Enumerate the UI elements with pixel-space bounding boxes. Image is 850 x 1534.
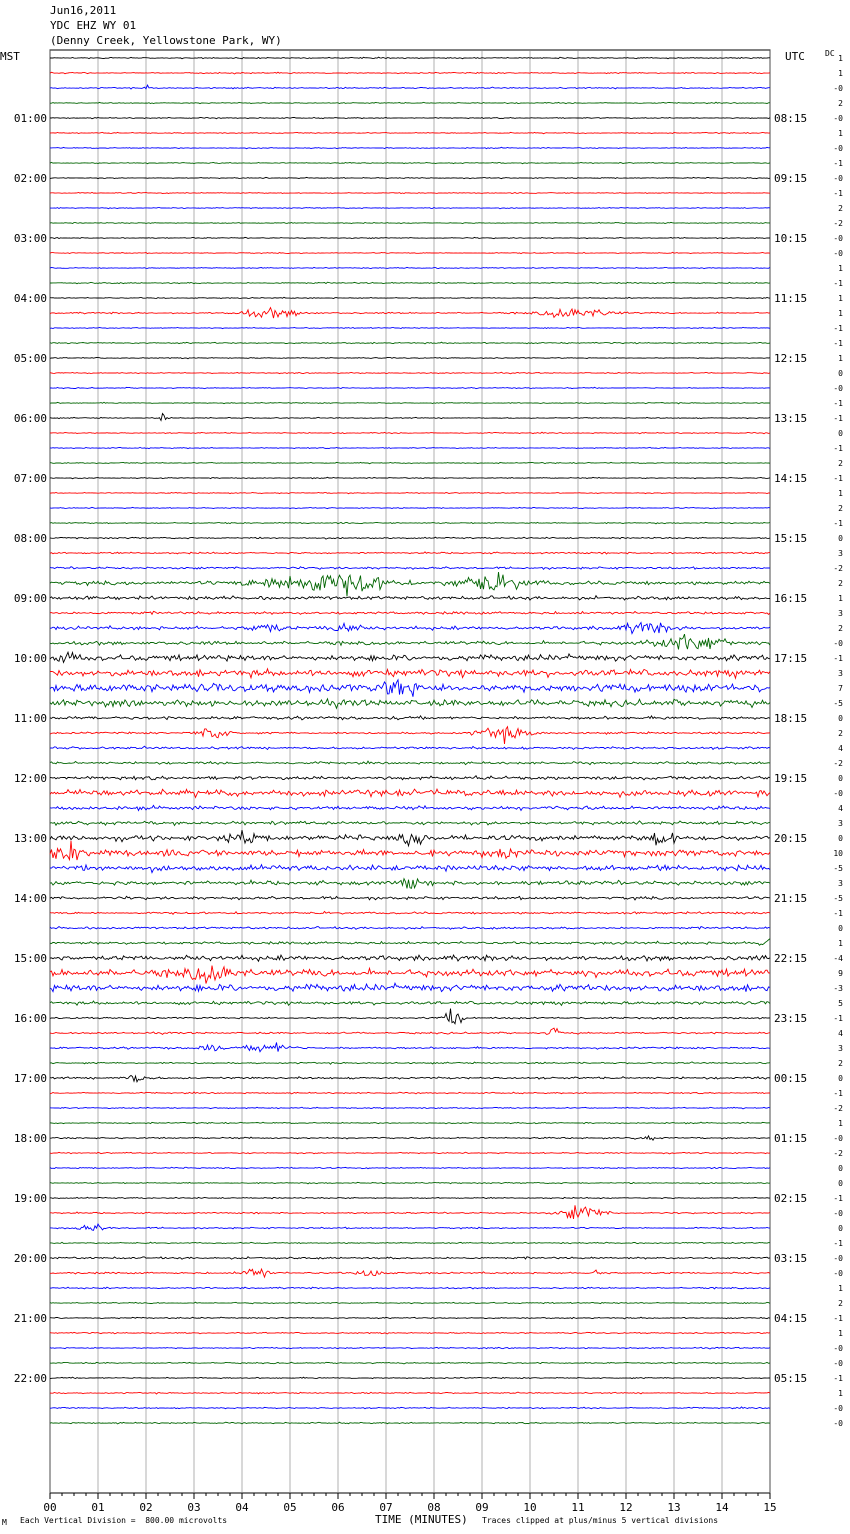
seismic-trace — [50, 966, 770, 984]
dc-offset-value: 4 — [838, 804, 843, 813]
plot-date: Jun16,2011 — [50, 4, 117, 17]
seismic-trace — [50, 1205, 770, 1219]
dc-offset-value: -1 — [833, 339, 843, 348]
seismic-trace — [50, 358, 770, 359]
right-timezone-label: UTC — [785, 50, 805, 63]
dc-offset-value: 4 — [838, 1029, 843, 1038]
seismic-trace — [50, 1107, 770, 1109]
seismic-trace — [50, 414, 770, 421]
dc-offset-value: -1 — [833, 414, 843, 423]
seismic-trace — [50, 1392, 770, 1394]
seismic-trace — [50, 572, 770, 596]
right-hour-label: 16:15 — [774, 592, 808, 605]
x-tick-label: 07 — [379, 1501, 393, 1514]
seismic-trace — [50, 1092, 770, 1094]
left-hour-label: 11:00 — [13, 712, 47, 725]
dc-offset-value: 0 — [838, 1074, 843, 1083]
seismic-trace — [50, 611, 770, 614]
dc-offset-value: 1 — [838, 1389, 843, 1398]
dc-offset-value: 2 — [838, 624, 843, 633]
dc-offset-value: -1 — [833, 189, 843, 198]
seismic-trace — [50, 222, 770, 223]
seismic-trace — [50, 282, 770, 284]
dc-offset-value: 2 — [838, 729, 843, 738]
left-hour-label: 05:00 — [13, 352, 47, 365]
seismic-trace — [50, 1152, 770, 1154]
seismic-trace — [50, 1377, 770, 1379]
seismic-trace — [50, 1332, 770, 1334]
dc-offset-value: -2 — [833, 564, 843, 573]
x-tick-label: 02 — [139, 1501, 153, 1514]
dc-offset-value: 1 — [838, 354, 843, 363]
seismic-trace — [50, 623, 770, 634]
seismic-trace — [50, 680, 770, 697]
dc-offset-value: -0 — [833, 1209, 843, 1218]
dc-offset-value: 2 — [838, 459, 843, 468]
dc-offset-value: -1 — [833, 519, 843, 528]
x-tick-label: 01 — [91, 1501, 105, 1514]
dc-offset-value: 1 — [838, 309, 843, 318]
dc-offset-value: -5 — [833, 699, 843, 708]
dc-offset-value: -0 — [833, 384, 843, 393]
seismic-trace — [50, 493, 770, 494]
seismic-trace — [50, 841, 770, 860]
left-hour-label: 02:00 — [13, 172, 47, 185]
dc-offset-value: -0 — [833, 1344, 843, 1353]
x-tick-label: 11 — [571, 1501, 585, 1514]
seismic-trace — [50, 432, 770, 434]
dc-offset-value: 1 — [838, 939, 843, 948]
seismic-trace — [50, 552, 770, 554]
left-hour-label: 15:00 — [13, 952, 47, 965]
dc-offset-value: -0 — [833, 1419, 843, 1428]
x-tick-label: 00 — [43, 1501, 57, 1514]
dc-offset-value: -3 — [833, 984, 843, 993]
x-tick-label: 10 — [523, 1501, 537, 1514]
seismic-trace — [50, 983, 770, 992]
dc-offset-value: -1 — [833, 1239, 843, 1248]
left-hour-label: 09:00 — [13, 592, 47, 605]
left-hour-label: 19:00 — [13, 1192, 47, 1205]
dc-offset-value: -2 — [833, 759, 843, 768]
seismic-trace — [50, 147, 770, 148]
seismic-trace — [50, 1167, 770, 1169]
seismic-trace — [50, 1075, 770, 1081]
seismic-trace — [50, 879, 770, 889]
dc-offset-value: 1 — [838, 54, 843, 63]
dc-offset-value: -0 — [833, 639, 843, 648]
dc-offset-value: -1 — [833, 444, 843, 453]
seismic-trace — [50, 372, 770, 374]
left-hour-label: 20:00 — [13, 1252, 47, 1265]
dc-offset-value: 9 — [838, 969, 843, 978]
seismic-trace — [50, 896, 770, 900]
dc-offset-value: -1 — [833, 279, 843, 288]
dc-offset-value: 5 — [838, 999, 843, 1008]
seismic-trace — [50, 117, 770, 118]
dc-offset-value: -1 — [833, 909, 843, 918]
seismic-trace — [50, 537, 770, 539]
dc-offset-value: -1 — [833, 1194, 843, 1203]
seismic-trace — [50, 746, 770, 749]
dc-offset-header: DC — [825, 49, 835, 58]
corner-mark: M — [2, 1518, 7, 1527]
dc-offset-value: -0 — [833, 84, 843, 93]
seismic-trace — [50, 716, 770, 720]
x-tick-label: 08 — [427, 1501, 441, 1514]
seismic-trace — [50, 1362, 770, 1364]
dc-offset-value: 3 — [838, 669, 843, 678]
dc-offset-value: 1 — [838, 1119, 843, 1128]
right-hour-label: 01:15 — [774, 1132, 808, 1145]
seismic-trace — [50, 267, 770, 268]
seismic-trace — [50, 699, 770, 709]
dc-offset-value: -1 — [833, 159, 843, 168]
x-tick-label: 12 — [619, 1501, 633, 1514]
dc-offset-value: 3 — [838, 879, 843, 888]
seismic-trace — [50, 1009, 770, 1024]
seismic-trace — [50, 1062, 770, 1064]
seismic-trace — [50, 1422, 770, 1424]
dc-offset-value: 2 — [838, 504, 843, 513]
dc-offset-value: 3 — [838, 609, 843, 618]
left-hour-label: 14:00 — [13, 892, 47, 905]
dc-offset-value: 3 — [838, 549, 843, 558]
right-hour-label: 13:15 — [774, 412, 808, 425]
left-hour-label: 06:00 — [13, 412, 47, 425]
dc-offset-value: -0 — [833, 789, 843, 798]
station-location: (Denny Creek, Yellowstone Park, WY) — [50, 34, 282, 47]
dc-offset-value: -0 — [833, 234, 843, 243]
left-hour-label: 01:00 — [13, 112, 47, 125]
dc-offset-value: -1 — [833, 1374, 843, 1383]
dc-offset-value: 0 — [838, 834, 843, 843]
x-tick-label: 13 — [667, 1501, 681, 1514]
seismic-trace — [50, 462, 770, 463]
dc-offset-value: 1 — [838, 69, 843, 78]
x-axis-title: TIME (MINUTES) — [375, 1513, 468, 1526]
dc-offset-value: -5 — [833, 864, 843, 873]
dc-offset-value: 3 — [838, 1044, 843, 1053]
seismic-trace — [50, 387, 770, 388]
seismic-trace — [50, 830, 770, 846]
seismic-trace — [50, 652, 770, 662]
x-tick-label: 04 — [235, 1501, 249, 1514]
dc-offset-value: 0 — [838, 774, 843, 783]
seismic-trace — [50, 507, 770, 508]
seismic-trace — [50, 927, 770, 930]
dc-offset-value: 0 — [838, 714, 843, 723]
station-code: YDC EHZ WY 01 — [50, 19, 137, 32]
dc-offset-value: 7 — [838, 684, 843, 693]
seismic-trace — [50, 727, 770, 744]
seismic-trace — [50, 776, 770, 780]
dc-offset-value: -2 — [833, 1149, 843, 1158]
right-hour-label: 21:15 — [774, 892, 808, 905]
dc-offset-value: 1 — [838, 1329, 843, 1338]
seismic-trace — [50, 252, 770, 253]
dc-offset-value: 0 — [838, 429, 843, 438]
seismic-trace — [50, 447, 770, 448]
seismic-trace — [50, 522, 770, 523]
seismic-trace — [50, 1197, 770, 1198]
seismic-trace — [50, 85, 770, 89]
x-tick-label: 14 — [715, 1501, 729, 1514]
dc-offset-value: 0 — [838, 369, 843, 378]
x-tick-label: 05 — [283, 1501, 297, 1514]
seismic-trace — [50, 1182, 770, 1184]
dc-offset-value: 2 — [838, 204, 843, 213]
seismic-trace — [50, 1136, 770, 1140]
seismic-trace — [50, 177, 770, 178]
right-hour-label: 19:15 — [774, 772, 808, 785]
seismic-trace — [50, 761, 770, 765]
seismic-trace — [50, 402, 770, 404]
seismic-trace — [50, 596, 770, 600]
dc-offset-value: 3 — [838, 819, 843, 828]
dc-offset-value: -5 — [833, 894, 843, 903]
dc-offset-value: -1 — [833, 1089, 843, 1098]
seismic-trace — [50, 192, 770, 193]
left-hour-label: 07:00 — [13, 472, 47, 485]
dc-offset-value: 10 — [833, 849, 843, 858]
dc-offset-value: 0 — [838, 1164, 843, 1173]
dc-offset-value: 4 — [838, 744, 843, 753]
seismic-trace — [50, 477, 770, 478]
x-tick-label: 03 — [187, 1501, 201, 1514]
left-hour-label: 17:00 — [13, 1072, 47, 1085]
left-hour-label: 04:00 — [13, 292, 47, 305]
dc-offset-value: -2 — [833, 1104, 843, 1113]
dc-offset-value: -1 — [833, 474, 843, 483]
right-hour-label: 03:15 — [774, 1252, 808, 1265]
seismic-trace — [50, 1043, 770, 1052]
seismic-trace — [50, 1347, 770, 1349]
seismic-trace — [50, 1407, 770, 1409]
dc-offset-value: 0 — [838, 1224, 843, 1233]
dc-offset-value: 0 — [838, 534, 843, 543]
dc-offset-value: 0 — [838, 924, 843, 933]
dc-offset-value: 1 — [838, 264, 843, 273]
left-hour-label: 12:00 — [13, 772, 47, 785]
seismic-trace — [50, 1287, 770, 1289]
left-hour-label: 21:00 — [13, 1312, 47, 1325]
right-hour-label: 08:15 — [774, 112, 808, 125]
dc-offset-value: -0 — [833, 144, 843, 153]
seismic-trace — [50, 789, 770, 797]
dc-offset-value: -0 — [833, 1134, 843, 1143]
right-hour-label: 02:15 — [774, 1192, 808, 1205]
seismic-trace — [50, 208, 770, 209]
dc-offset-value: 2 — [838, 99, 843, 108]
seismic-trace — [50, 72, 770, 74]
seismic-trace — [50, 1001, 770, 1005]
dc-offset-value: -1 — [833, 1014, 843, 1023]
scale-note: Each Vertical Division = 800.00 microvolts — [20, 1516, 228, 1525]
seismic-trace — [50, 297, 770, 298]
seismic-trace — [50, 57, 770, 59]
left-hour-label: 18:00 — [13, 1132, 47, 1145]
clip-note: Traces clipped at plus/minus 5 vertical divisions — [482, 1516, 719, 1525]
right-hour-label: 20:15 — [774, 832, 808, 845]
dc-offset-value: -0 — [833, 249, 843, 258]
seismic-trace — [50, 1317, 770, 1319]
right-hour-label: 15:15 — [774, 532, 808, 545]
seismic-trace — [50, 132, 770, 133]
dc-offset-value: -1 — [833, 1314, 843, 1323]
seismic-trace — [50, 162, 770, 163]
right-hour-label: 22:15 — [774, 952, 808, 965]
dc-offset-value: -0 — [833, 1404, 843, 1413]
right-hour-label: 23:15 — [774, 1012, 808, 1025]
seismic-trace — [50, 669, 770, 678]
seismic-trace — [50, 237, 770, 238]
x-tick-label: 06 — [331, 1501, 345, 1514]
right-hour-label: 18:15 — [774, 712, 808, 725]
dc-offset-value: 0 — [838, 1179, 843, 1188]
seismic-trace — [50, 327, 770, 328]
dc-offset-value: -0 — [833, 1269, 843, 1278]
seismic-trace — [50, 821, 770, 826]
left-hour-label: 03:00 — [13, 232, 47, 245]
right-hour-label: 12:15 — [774, 352, 808, 365]
left-hour-label: 22:00 — [13, 1372, 47, 1385]
seismic-trace — [50, 1242, 770, 1243]
right-hour-label: 10:15 — [774, 232, 808, 245]
dc-offset-value: 1 — [838, 489, 843, 498]
left-hour-label: 08:00 — [13, 532, 47, 545]
dc-offset-value: 1 — [838, 594, 843, 603]
right-hour-label: 05:15 — [774, 1372, 808, 1385]
dc-offset-value: 2 — [838, 1059, 843, 1068]
left-hour-label: 13:00 — [13, 832, 47, 845]
seismic-trace — [50, 342, 770, 344]
dc-offset-value: -1 — [833, 654, 843, 663]
seismic-trace — [50, 102, 770, 103]
dc-offset-value: 1 — [838, 1284, 843, 1293]
seismic-trace — [50, 805, 770, 810]
dc-offset-value: -4 — [833, 954, 843, 963]
x-tick-label: 15 — [763, 1501, 777, 1514]
seismic-trace — [50, 1269, 770, 1277]
dc-offset-value: -1 — [833, 324, 843, 333]
dc-offset-value: -2 — [833, 219, 843, 228]
seismic-trace — [50, 939, 770, 946]
seismic-trace — [50, 912, 770, 915]
right-hour-label: 14:15 — [774, 472, 808, 485]
dc-offset-value: -0 — [833, 1254, 843, 1263]
right-hour-label: 09:15 — [774, 172, 808, 185]
seismic-trace — [50, 955, 770, 961]
right-hour-label: 00:15 — [774, 1072, 808, 1085]
dc-offset-value: 2 — [838, 1299, 843, 1308]
dc-offset-value: -0 — [833, 174, 843, 183]
x-tick-label: 09 — [475, 1501, 489, 1514]
right-hour-label: 17:15 — [774, 652, 808, 665]
seismic-trace — [50, 1122, 770, 1124]
right-hour-label: 11:15 — [774, 292, 808, 305]
dc-offset-value: -0 — [833, 114, 843, 123]
seismic-trace — [50, 1302, 770, 1304]
left-timezone-label: MST — [0, 50, 20, 63]
left-hour-label: 16:00 — [13, 1012, 47, 1025]
dc-offset-value: -0 — [833, 1359, 843, 1368]
left-hour-label: 10:00 — [13, 652, 47, 665]
seismic-trace — [50, 1028, 770, 1034]
seismic-trace — [50, 1224, 770, 1230]
seismic-trace — [50, 567, 770, 570]
dc-offset-value: 1 — [838, 294, 843, 303]
seismic-trace — [50, 634, 770, 649]
dc-offset-value: 2 — [838, 579, 843, 588]
dc-offset-value: 1 — [838, 129, 843, 138]
seismic-trace — [50, 308, 770, 319]
right-hour-label: 04:15 — [774, 1312, 808, 1325]
dc-offset-value: -1 — [833, 399, 843, 408]
seismic-trace — [50, 865, 770, 873]
plot-frame — [50, 50, 770, 1493]
seismic-trace — [50, 1257, 770, 1260]
